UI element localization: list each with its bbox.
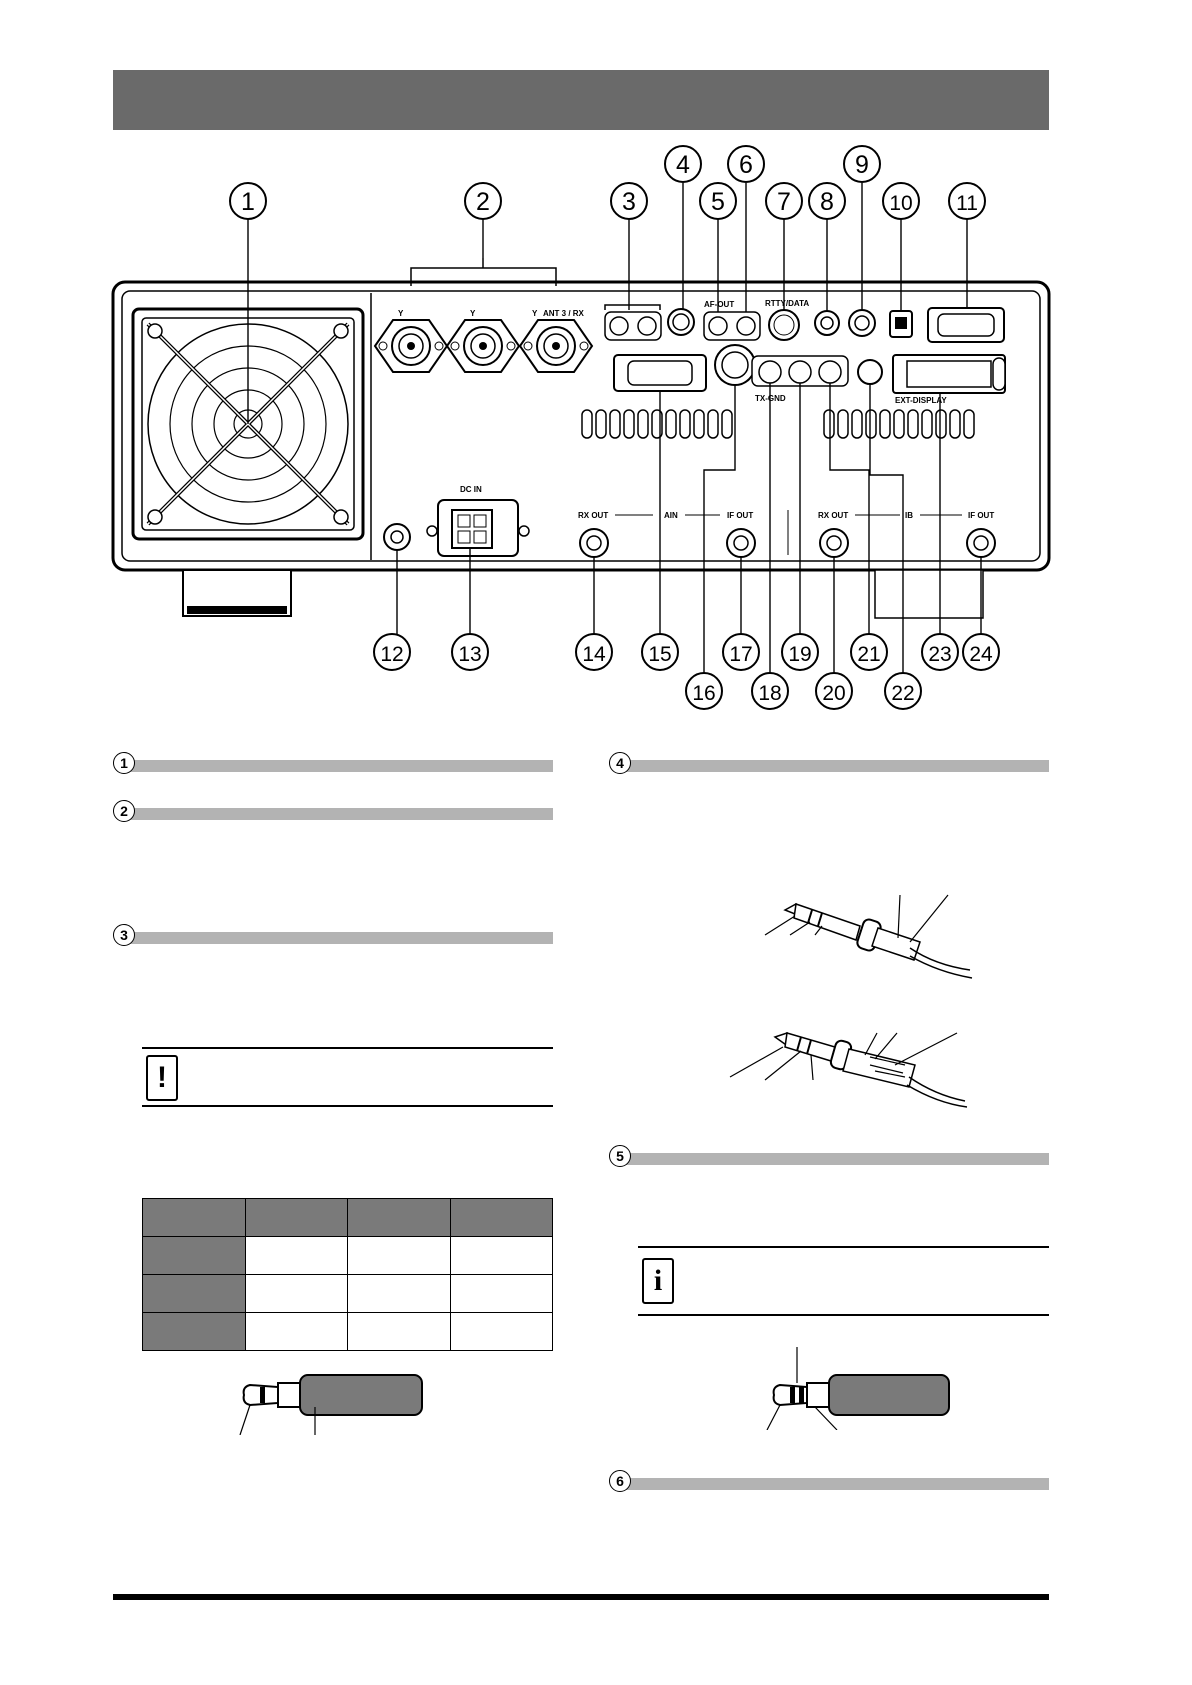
svg-text:20: 20 <box>822 682 846 705</box>
if-out-sub-label: IF OUT <box>968 511 995 520</box>
callout-10 <box>883 183 919 219</box>
sub-fragment-label: IB <box>905 511 913 520</box>
callout-22 <box>885 673 921 709</box>
rx-out-main-label: RX OUT <box>578 511 609 520</box>
svg-text:2: 2 <box>476 188 490 216</box>
callout-5 <box>700 183 736 219</box>
stereo-plug-drawing-2 <box>725 1025 970 1130</box>
callout-17 <box>723 634 759 670</box>
svg-text:9: 9 <box>855 151 869 179</box>
main-fragment-label: AIN <box>664 511 678 520</box>
warning-icon: ! <box>146 1055 178 1101</box>
callout-11 <box>949 183 985 219</box>
svg-text:21: 21 <box>857 643 881 666</box>
svg-text:3: 3 <box>622 188 636 216</box>
svg-text:7: 7 <box>777 188 791 216</box>
callout-4 <box>665 146 701 182</box>
callout-19 <box>782 634 818 670</box>
spec-table <box>142 1198 553 1351</box>
stereo-plug-illustration <box>755 1345 975 1430</box>
section-2-number: 2 <box>113 800 135 822</box>
table-row <box>143 1313 553 1351</box>
svg-text:4: 4 <box>676 151 690 179</box>
rtty-label: RTTY/DATA <box>765 299 810 308</box>
info-icon: i <box>642 1258 674 1304</box>
svg-text:19: 19 <box>788 643 812 666</box>
table-row <box>143 1275 553 1313</box>
callout-7 <box>766 183 802 219</box>
callout-23 <box>922 634 958 670</box>
footer-rule <box>113 1594 1049 1600</box>
callout-21 <box>851 634 887 670</box>
callout-3 <box>611 183 647 219</box>
svg-text:12: 12 <box>380 643 404 666</box>
callout-18 <box>752 673 788 709</box>
section-4-heading <box>609 752 1049 774</box>
callout-9 <box>844 146 880 182</box>
svg-text:14: 14 <box>582 643 606 666</box>
section-5-number: 5 <box>609 1145 631 1167</box>
callout-12 <box>374 634 410 670</box>
info-note <box>638 1246 1049 1316</box>
mono-plug-illustration <box>230 1365 450 1435</box>
callout-15 <box>642 634 678 670</box>
svg-text:1: 1 <box>241 188 255 216</box>
svg-text:Y: Y <box>398 309 404 318</box>
section-5-heading <box>609 1145 1049 1167</box>
callout-2 <box>465 183 501 219</box>
svg-text:Y: Y <box>532 309 538 318</box>
svg-text:15: 15 <box>648 643 672 666</box>
section-6-number: 6 <box>609 1470 631 1492</box>
callout-1 <box>230 183 266 219</box>
section-6-heading <box>609 1470 1049 1492</box>
if-out-main-label: IF OUT <box>727 511 754 520</box>
svg-text:13: 13 <box>458 643 482 666</box>
dc-in-label: DC IN <box>460 485 482 494</box>
ant3-label: ANT 3 / RX <box>543 309 584 318</box>
section-3-heading <box>113 924 553 946</box>
svg-text:5: 5 <box>711 188 725 216</box>
svg-text:23: 23 <box>928 643 952 666</box>
rx-out-sub-label: RX OUT <box>818 511 849 520</box>
warning-note <box>142 1047 553 1107</box>
section-3-number: 3 <box>113 924 135 946</box>
svg-text:11: 11 <box>956 192 978 215</box>
svg-text:6: 6 <box>739 151 753 179</box>
section-1-heading <box>113 752 553 774</box>
svg-text:10: 10 <box>889 192 913 215</box>
svg-text:22: 22 <box>891 682 915 705</box>
svg-text:16: 16 <box>692 682 716 705</box>
svg-text:Y: Y <box>470 309 476 318</box>
tx-gnd-label: TX-GND <box>755 394 786 403</box>
rear-panel-illustration <box>0 0 1192 720</box>
stereo-plug-drawing-1 <box>760 890 980 990</box>
callout-16 <box>686 673 722 709</box>
callout-14 <box>576 634 612 670</box>
section-2-heading <box>113 800 553 822</box>
section-1-number: 1 <box>113 752 135 774</box>
callout-6 <box>728 146 764 182</box>
callout-24 <box>963 634 999 670</box>
af-out-label: AF-OUT <box>704 300 735 309</box>
table-row <box>143 1199 553 1237</box>
section-4-number: 4 <box>609 752 631 774</box>
callout-20 <box>816 673 852 709</box>
svg-text:8: 8 <box>820 188 834 216</box>
svg-text:18: 18 <box>758 682 782 705</box>
svg-text:17: 17 <box>729 643 753 666</box>
table-row <box>143 1237 553 1275</box>
ext-display-label: EXT-DISPLAY <box>895 396 947 405</box>
callout-8 <box>809 183 845 219</box>
callout-13 <box>452 634 488 670</box>
svg-text:24: 24 <box>969 643 993 666</box>
